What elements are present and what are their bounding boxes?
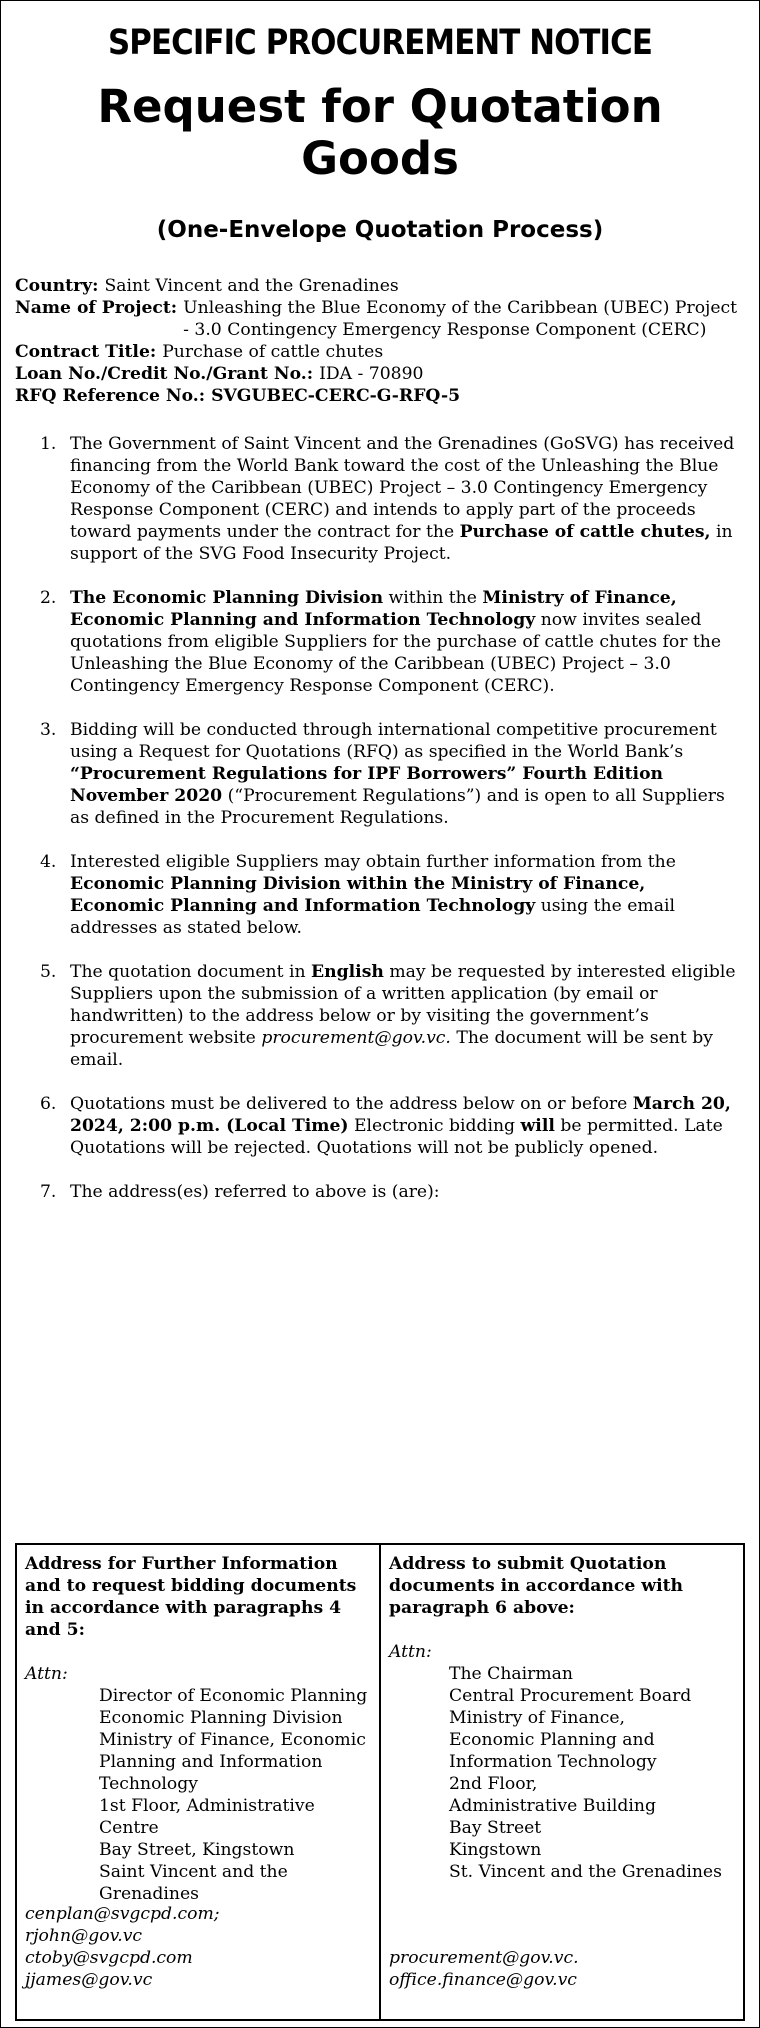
bold-run: Purchase of cattle chutes, — [459, 522, 711, 542]
paragraph-5 — [15, 961, 745, 1071]
email-link[interactable]: jjames@gov.vc — [25, 1970, 153, 1990]
address-left-lines — [25, 1685, 371, 1905]
project-row — [15, 297, 745, 341]
address-line: 1st Floor, Administrative Centre — [99, 1796, 315, 1838]
address-line: Kingstown — [449, 1840, 542, 1860]
address-right-lines — [389, 1663, 735, 1883]
loan-label: Loan No./Credit No./Grant No.: — [15, 364, 314, 384]
address-table — [15, 1543, 745, 2021]
address-right-emails — [389, 1947, 579, 1991]
email-link[interactable]: ctoby@svgcpd.com — [25, 1948, 193, 1968]
text-run: The Government of Saint Vincent and the Grenadines (GoSVG) has received financing from the World Bank toward the cost of the Unleashing the Blue Economy of the Caribbean (UBEC) Project – 3.0 Contingency Emergency Response Component (CERC) and intends to apply part of the proceeds toward payments under the contract for the — [70, 434, 735, 542]
deadline-date: March 20, 2024, 2:00 p.m. (Local Time) — [70, 1094, 731, 1136]
address-line: Bay Street, Kingstown — [99, 1840, 295, 1860]
paragraph-number: 4. — [40, 852, 57, 872]
address-left-cell — [16, 1544, 380, 2020]
text-run: now invites sealed quotations from eligible Suppliers for the purchase of cattle chutes for the Unleashing the Blue Economy of the Caribbean (UBEC) Project – 3.0 Contingency Emergency Response Component (CERC). — [70, 610, 722, 696]
rfq-row — [15, 385, 745, 407]
address-left-emails — [25, 1903, 220, 1991]
procurement-website-link[interactable]: procurement@gov.vc. — [261, 1028, 451, 1048]
paragraph-1 — [15, 433, 745, 565]
text-run: The address(es) referred to above is (are): — [70, 1182, 440, 1202]
address-right-heading: Address to submit Quotation documents in accordance with paragraph 6 above: — [389, 1554, 684, 1618]
notice-title: SPECIFIC PROCUREMENT NOTICE — [107, 23, 653, 63]
process-type: (One-Envelope Quotation Process) — [156, 217, 604, 243]
address-line: Bay Street — [449, 1818, 542, 1838]
bold-run: Ministry of Finance, Economic Planning and Information Technology — [70, 588, 677, 630]
paragraph-text — [70, 433, 745, 565]
paragraph-text — [70, 961, 745, 1071]
project-value: Unleashing the Blue Economy of the Caribbean (UBEC) Project - 3.0 Contingency Emergency Response Component (CERC) — [183, 298, 738, 340]
paragraph-number: 2. — [40, 588, 57, 608]
address-line: St. Vincent and the Grenadines — [449, 1862, 722, 1882]
paragraph-text — [70, 719, 745, 829]
attn-label: Attn: — [25, 1664, 68, 1684]
text-run: (“Procurement Regulations”) and is open to all Suppliers as defined in the Procurement Regulations. — [70, 786, 725, 828]
paragraph-number: 7. — [40, 1182, 57, 1202]
paragraph-number: 6. — [40, 1094, 57, 1114]
country-value: Saint Vincent and the Grenadines — [104, 276, 399, 296]
text-run: in support of the SVG Food Insecurity Project. — [70, 522, 733, 564]
address-right-cell — [380, 1544, 744, 2020]
rfq-label: RFQ Reference No.: — [15, 386, 206, 406]
paragraph-number: 1. — [40, 434, 57, 454]
project-details — [15, 275, 745, 407]
contract-value: Purchase of cattle chutes — [162, 342, 384, 362]
loan-row — [15, 363, 745, 385]
country-row — [15, 275, 745, 297]
notice-subtitle: Request for Quotation Goods — [97, 80, 663, 185]
address-line: Saint Vincent and the Grenadines — [99, 1862, 288, 1904]
bold-run: English — [311, 962, 384, 982]
email-link[interactable]: cenplan@svgcpd.com; — [25, 1904, 220, 1924]
text-run: Quotations must be delivered to the address below on or before — [70, 1094, 633, 1114]
text-run: Electronic bidding — [348, 1116, 521, 1136]
bold-run: Economic Planning Division within the Ministry of Finance, Economic Planning and Information Technology — [70, 874, 646, 916]
text-run: The quotation document in — [70, 962, 312, 982]
contract-label: Contract Title: — [15, 342, 157, 362]
address-line: 2nd Floor, — [449, 1774, 538, 1794]
paragraph-number: 3. — [40, 720, 57, 740]
paragraph-number: 5. — [40, 962, 57, 982]
paragraph-text — [70, 851, 745, 939]
bold-run: The Economic Planning Division — [70, 588, 384, 608]
paragraph-3 — [15, 719, 745, 829]
address-line: Ministry of Finance, — [449, 1708, 626, 1728]
text-run: Interested eligible Suppliers may obtain further information from the — [70, 852, 676, 872]
paragraph-7 — [15, 1181, 745, 1203]
email-link[interactable]: office.finance@gov.vc — [389, 1970, 577, 1990]
text-run: within the — [383, 588, 483, 608]
email-link[interactable]: rjohn@gov.vc — [25, 1926, 143, 1946]
address-line: Economic Planning and Information Technology — [449, 1730, 657, 1772]
text-run: using the email addresses as stated below. — [70, 896, 675, 938]
paragraph-4 — [15, 851, 745, 939]
address-line: Economic Planning Division — [99, 1708, 343, 1728]
paragraph-text — [70, 587, 745, 697]
bold-run: “Procurement Regulations for IPF Borrowers” Fourth Edition November 2020 — [70, 764, 664, 806]
address-line: Ministry of Finance, Economic Planning and Information Technology — [99, 1730, 366, 1794]
loan-value: IDA - 70890 — [319, 364, 424, 384]
contract-row — [15, 341, 745, 363]
address-left-heading: Address for Further Information and to request bidding documents in accordance with paragraphs 4 and 5: — [25, 1554, 357, 1640]
text-run: The document will be sent by email. — [70, 1028, 713, 1070]
address-line: The Chairman — [449, 1664, 573, 1684]
paragraph-2 — [15, 587, 745, 697]
attn-label: Attn: — [389, 1642, 432, 1662]
bold-run: will — [520, 1116, 555, 1136]
country-label: Country: — [15, 276, 99, 296]
project-label: Name of Project: — [15, 298, 178, 318]
paragraph-text — [70, 1181, 745, 1203]
paragraph-text — [70, 1093, 745, 1159]
paragraph-6 — [15, 1093, 745, 1159]
text-run: Bidding will be conducted through international competitive procurement using a Request for Quotations (RFQ) as specified in the World Bank’s — [70, 720, 717, 762]
email-link[interactable]: procurement@gov.vc. — [389, 1948, 579, 1968]
text-run: be permitted. Late Quotations will be rejected. Quotations will not be publicly opened. — [70, 1116, 723, 1158]
text-run: may be requested by interested eligible Suppliers upon the submission of a written application (by email or handwritten) to the address below or by visiting the government’s procurement website — [70, 962, 736, 1048]
notice-paragraphs — [15, 433, 745, 1203]
address-line: Administrative Building — [449, 1796, 656, 1816]
address-line: Central Procurement Board — [449, 1686, 692, 1706]
address-line: Director of Economic Planning — [99, 1686, 368, 1706]
rfq-value: SVGUBEC-CERC-G-RFQ-5 — [211, 386, 461, 406]
